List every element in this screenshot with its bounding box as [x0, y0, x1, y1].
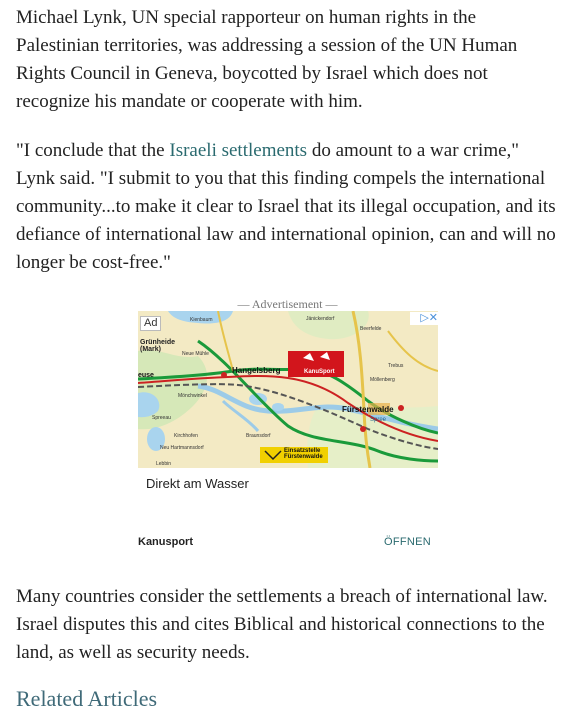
map-label-moellenberg: Möllenberg [370, 377, 395, 383]
quote-text-end: do amount to a war crime," Lynk said. "I submit to you that this finding compels the international community...to make it clear to Israel that its illegal occupation, and its defiance of international law and international opinion, can and will no longer be cost-free." [16, 140, 556, 273]
ad-open-button[interactable]: ÖFFNEN [383, 536, 431, 548]
map-label-neue-muehle: Neue Mühle [182, 351, 209, 357]
map-label-fuerstenwalde: Fürstenwalde [342, 405, 394, 414]
map-label-hangelsberg: Hangelsberg [232, 366, 281, 375]
ad-badge: Ad [140, 316, 161, 331]
map-label-braunsdorf: Braunsdorf [246, 433, 271, 439]
map-label-kienbaum: Kienbaum [190, 317, 213, 323]
map-label-jaenickendorf: Jänickendorf [306, 316, 335, 322]
article-paragraph-3: Many countries consider the settlements a breach of international law. Israel disputes this and cites Biblical and historical connections to the land, as well as security needs. [16, 586, 548, 663]
ad-map-image[interactable] [138, 311, 438, 468]
ad-choices-icon[interactable]: ▷✕ [410, 312, 438, 325]
quote-text-start: "I conclude that the [16, 140, 170, 161]
map-label-kirchhofen: Kirchhofen [174, 433, 198, 439]
map-label-beerfelde: Beerfelde [360, 326, 382, 332]
article-paragraph-1: Michael Lynk, UN special rapporteur on human rights in the Palestinian territories, was addressing a session of the UN Human Rights Council in Geneva, boycotted by Israel which does not recognize his mandate or cooperate with him. [16, 7, 518, 112]
ad-advertiser-name[interactable]: Kanusport [138, 536, 193, 548]
map-label-einsatzstelle: Einsatzstelle Fürstenwalde [284, 448, 323, 460]
israeli-settlements-link[interactable]: Israeli settlements [169, 140, 308, 161]
ad-headline[interactable]: Direkt am Wasser [146, 476, 249, 491]
map-label-spreeau: Spreeau [152, 415, 171, 421]
advertisement[interactable] [138, 311, 438, 556]
related-articles-heading: Related Articles [16, 686, 158, 711]
map-label-lebbin: Lebbin [156, 461, 172, 467]
map-label-spree: Spree [370, 417, 387, 423]
article-paragraph-2 [16, 137, 561, 277]
map-label-euse: euse [138, 372, 154, 379]
map-label-kanusport: KanuSport [304, 369, 335, 375]
map-label-gruenheide: Grünheide (Mark) [140, 339, 176, 353]
advertisement-marker: — Advertisement — [237, 297, 338, 311]
map-label-hartmannsdorf: Neu Hartmannsdorf [160, 445, 204, 451]
map-label-moenchwinkel: Mönchwinkel [178, 393, 207, 399]
map-label-trebus: Trebus [388, 363, 404, 369]
